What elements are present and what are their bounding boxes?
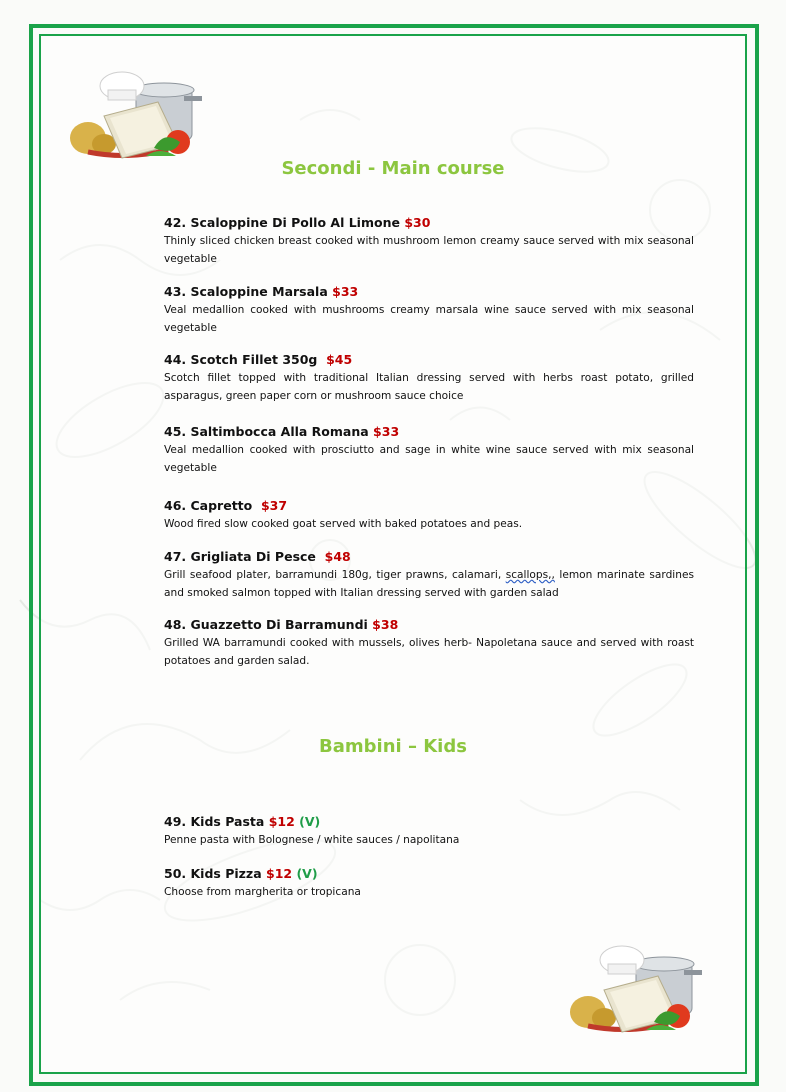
item-price: $33 bbox=[373, 424, 400, 439]
menu-item-42 bbox=[164, 214, 694, 268]
chef-cookbook-illustration-top bbox=[66, 66, 216, 166]
item-price: $45 bbox=[326, 352, 353, 367]
menu-item-46 bbox=[164, 497, 694, 533]
item-title: 43. Scaloppine Marsala bbox=[164, 284, 328, 299]
menu-item-43 bbox=[164, 283, 694, 337]
item-price: $48 bbox=[324, 549, 351, 564]
item-name bbox=[164, 813, 694, 831]
item-name bbox=[164, 616, 694, 634]
section-title-kids: Bambini – Kids bbox=[319, 736, 467, 757]
item-title: 50. Kids Pizza bbox=[164, 866, 262, 881]
item-price: $12 bbox=[266, 866, 293, 881]
item-price: $37 bbox=[260, 498, 288, 513]
item-name bbox=[164, 214, 694, 232]
menu-item-47 bbox=[164, 548, 694, 602]
vegetarian-badge: (V) bbox=[296, 866, 318, 881]
item-price: $38 bbox=[372, 617, 399, 632]
item-title: 49. Kids Pasta bbox=[164, 814, 265, 829]
item-name bbox=[164, 865, 694, 883]
item-title: 48. Guazzetto Di Barramundi bbox=[164, 617, 368, 632]
item-title: 47. Grigliata Di Pesce bbox=[164, 549, 316, 564]
item-name bbox=[164, 351, 694, 369]
item-description: Veal medallion cooked with mushrooms creamy marsala wine sauce served with mix seasonal vegetable bbox=[164, 304, 694, 334]
item-title: 46. Capretto bbox=[164, 498, 253, 513]
item-description: Veal medallion cooked with prosciutto and sage in white wine sauce served with mix seasonal vegetable bbox=[164, 444, 694, 474]
item-price: $30 bbox=[404, 215, 431, 230]
spellcheck-word: scallops,, bbox=[505, 569, 555, 581]
item-description: Penne pasta with Bolognese / white sauces / napolitana bbox=[164, 834, 460, 846]
desc-part: lemon marinate sardines and smoked salmon topped with Italian dressing served with garden salad bbox=[164, 569, 694, 599]
item-price: $12 bbox=[268, 814, 295, 829]
item-name bbox=[164, 548, 694, 566]
item-name bbox=[164, 423, 694, 441]
item-description: Scotch fillet topped with traditional Italian dressing served with herbs roast potato, grilled asparagus, green paper corn or mushroom sauce choice bbox=[164, 372, 694, 402]
menu-item-45 bbox=[164, 423, 694, 477]
item-description: Choose from margherita or tropicana bbox=[164, 886, 361, 898]
item-title: 45. Saltimbocca Alla Romana bbox=[164, 424, 369, 439]
item-name bbox=[164, 497, 694, 515]
item-title: 44. Scotch Fillet 350g bbox=[164, 352, 318, 367]
item-price: $33 bbox=[332, 284, 359, 299]
chef-cookbook-illustration-bottom bbox=[566, 940, 716, 1040]
menu-item-48 bbox=[164, 616, 694, 670]
item-description: Grilled WA barramundi cooked with mussels, olives herb- Napoletana sauce and served with roast potatoes and garden salad. bbox=[164, 637, 694, 667]
item-description bbox=[164, 566, 694, 602]
vegetarian-badge: (V) bbox=[299, 814, 321, 829]
item-name bbox=[164, 283, 694, 301]
desc-part: Grill seafood plater, barramundi 180g, tiger prawns, calamari, bbox=[164, 569, 502, 581]
item-description: Wood fired slow cooked goat served with baked potatoes and peas. bbox=[164, 518, 523, 530]
item-title: 42. Scaloppine Di Pollo Al Limone bbox=[164, 215, 400, 230]
menu-item-49 bbox=[164, 813, 694, 849]
menu-item-50 bbox=[164, 865, 694, 901]
menu-item-44 bbox=[164, 351, 694, 405]
item-description: Thinly sliced chicken breast cooked with mushroom lemon creamy sauce served with mix seasonal vegetable bbox=[164, 235, 694, 265]
section-title-main-course: Secondi - Main course bbox=[281, 158, 505, 179]
